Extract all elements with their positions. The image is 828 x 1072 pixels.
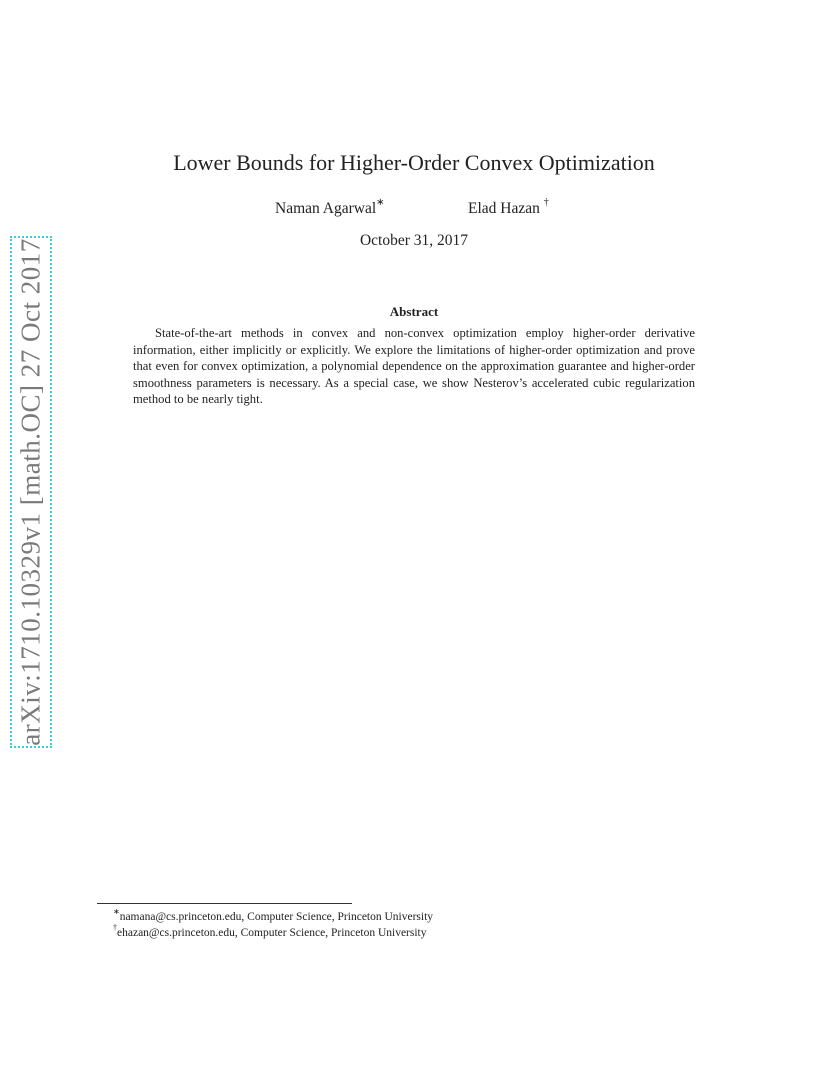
author-agarwal [275, 199, 385, 218]
author-hazan [468, 199, 549, 218]
abstract-heading: Abstract [389, 304, 439, 319]
abstract-text: State-of-the-art methods in convex and non-convex optimization employ higher-order derivative information, either implicitly or explicitly. We explore the limitations of higher-order optimization and prove that even for convex optimization, a polynomial dependence on the approximation guarantee and higher-order smoothness parameters is necessary. As a special case, we show Nesterov’s accelerated cubic regularization method to be nearly tight. [133, 326, 695, 406]
footnote-agarwal [113, 908, 433, 923]
footnote-hazan [113, 924, 427, 939]
author-name: Naman Agarwal [275, 200, 377, 218]
footnote-mark: † [113, 923, 117, 932]
footnote-mark: ∗ [113, 907, 120, 916]
footnote-text: namana@cs.princeton.edu, Computer Science, Princeton University [119, 910, 434, 923]
paper-date: October 31, 2017 [359, 232, 469, 249]
arxiv-identifier: arXiv:1710.10329v1 [math.OC] 27 Oct 2017 [15, 238, 46, 746]
author-footnote-mark: ∗ [376, 197, 385, 208]
paper-title: Lower Bounds for Higher-Order Convex Optimization [173, 150, 655, 175]
footnote-divider [97, 903, 352, 904]
footnote-text: ehazan@cs.princeton.edu, Computer Science, Princeton University [117, 926, 427, 939]
author-footnote-mark: † [543, 197, 549, 208]
author-name: Elad Hazan [468, 200, 540, 218]
